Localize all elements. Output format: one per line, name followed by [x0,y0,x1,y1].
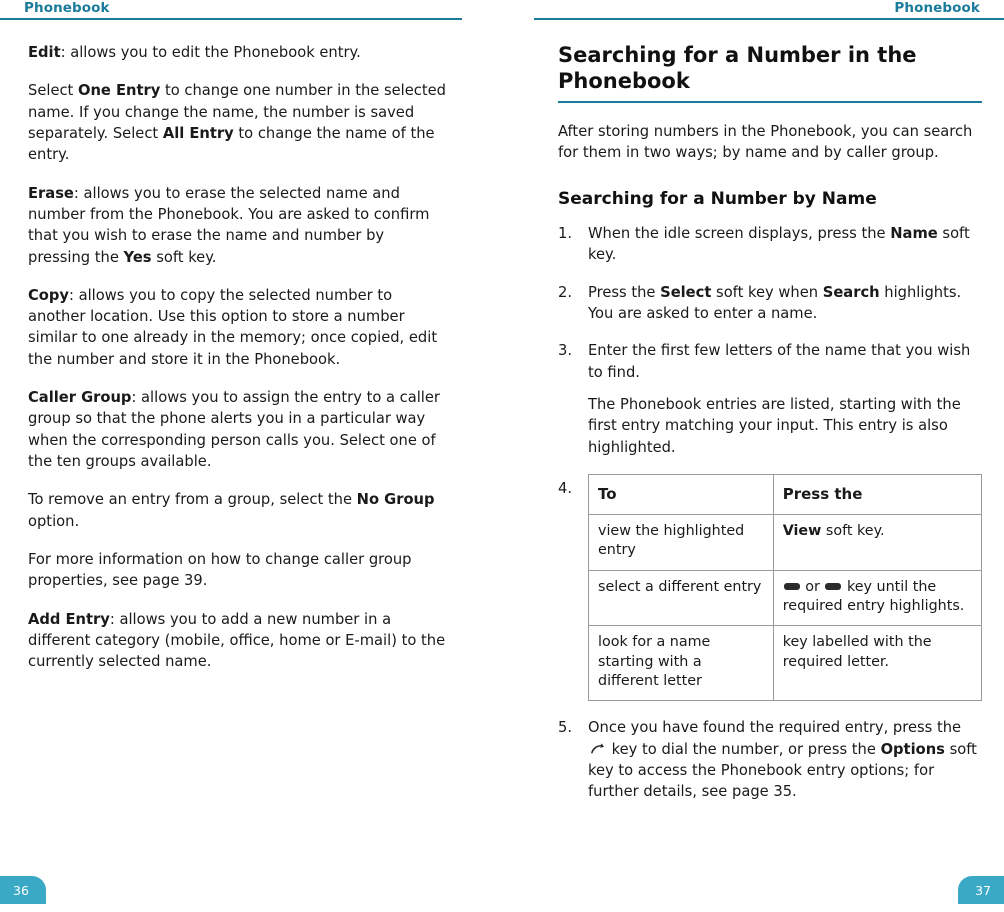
table-body [589,515,982,701]
step-number: 4. [558,479,573,497]
call-key-icon [590,743,605,756]
body-paragraph: Select One Entry to change one number in the selected name. If you change the name, the number is saved separately. Select All Entry to change the name of the entry. [28,82,446,164]
title-rule [558,101,982,103]
down-key-icon [825,583,841,590]
emphasis-text: All Entry [162,124,234,142]
folio-number: 36 [13,882,29,898]
emphasis-text: Search [822,283,880,301]
left-paragraph-list [28,42,448,673]
table-row [589,570,982,626]
section-subtitle: Searching for a Number by Name [558,189,877,210]
emphasis-text: Copy [28,286,69,304]
page-number-left [0,876,46,904]
emphasis-text: Yes [123,248,152,266]
step-number: 5. [558,719,573,737]
step-5-text: Once you have found the required entry, press the key to dial the number, or press the Options soft key to access the Phonebook entry options; for further details, see page 35. [588,719,977,801]
step-5 [558,717,982,802]
procedure-table [588,474,982,701]
table-header-press: Press the [773,474,981,514]
running-head-left: Phonebook [24,0,110,16]
step-number: 2. [558,283,573,301]
emphasis-text: No Group [356,491,435,509]
left-page-body [28,42,448,690]
step-text: Enter the first few letters of the name that you wish to find. [588,342,971,381]
emphasis-text: One Entry [77,82,161,100]
page-title: Searching for a Number in the Phonebook [558,43,917,94]
body-paragraph: Add Entry: allows you to add a new number in a different category (mobile, office, home or E-mail) to the currently selected name. [28,610,446,671]
step-text: Press the Select soft key when Search highlights. You are asked to enter a name. [588,283,962,323]
body-paragraph: Caller Group: allows you to assign the entry to a caller group so that the phone alerts you in a particular way when the corresponding person calls you. Select one of the ten groups available. [28,389,440,470]
body-paragraph: Erase: allows you to erase the selected name and number from the Phonebook. You are asked to confirm that you wish to erase the name and number by pressing the Yes soft key. [28,184,430,266]
numbered-step-list [558,223,982,458]
table-row [589,515,982,571]
step-item [558,282,982,325]
table-header-to: To [589,474,774,514]
table-cell-to: select a different entry [589,570,774,626]
right-page-body [558,42,982,819]
step-number: 1. [558,225,573,243]
table-cell-press: View soft key. [773,515,981,571]
table-header-row [589,474,982,514]
body-paragraph: Copy: allows you to copy the selected number to another location. Use this option to store a number similar to one already in the memory; once copied, edit the number and store it in the Phonebook. [28,286,438,368]
body-paragraph: Edit: allows you to edit the Phonebook entry. [28,44,361,61]
running-head-right: Phonebook [894,0,980,16]
header-rule-right [534,18,1004,20]
emphasis-text: View [782,523,822,540]
body-paragraph: To remove an entry from a group, select the No Group option. [28,491,435,530]
step-item [558,340,982,458]
procedure-table-block [558,474,982,701]
emphasis-text: Caller Group [28,389,132,407]
step-text: When the idle screen displays, press the Name soft key. [588,225,970,264]
table-row [589,626,982,701]
table-cell-to: view the highlighted entry [589,515,774,571]
up-key-icon [784,583,800,590]
table-cell-press: key labelled with the required letter. [773,626,981,701]
body-paragraph: For more information on how to change caller group properties, see page 39. [28,550,412,590]
emphasis-text: Name [890,225,938,243]
step-number: 3. [558,342,573,360]
page-number-right [958,876,1004,904]
intro-paragraph: After storing numbers in the Phonebook, you can search for them in two ways; by name and by caller group. [558,122,973,161]
table-cell-press: or key until the required entry highlights. [773,570,981,626]
header-rule-left [0,18,462,20]
emphasis-text: Options [880,740,945,758]
step-item [558,223,982,266]
emphasis-text: Erase [28,184,74,202]
table-cell-to: look for a name starting with a different letter [589,626,774,701]
folio-number: 37 [975,882,991,898]
emphasis-text: Edit [28,44,61,61]
step-text: The Phonebook entries are listed, starting with the first entry matching your input. This entry is also highlighted. [588,396,961,456]
emphasis-text: Select [660,283,712,301]
emphasis-text: Add Entry [28,610,110,628]
